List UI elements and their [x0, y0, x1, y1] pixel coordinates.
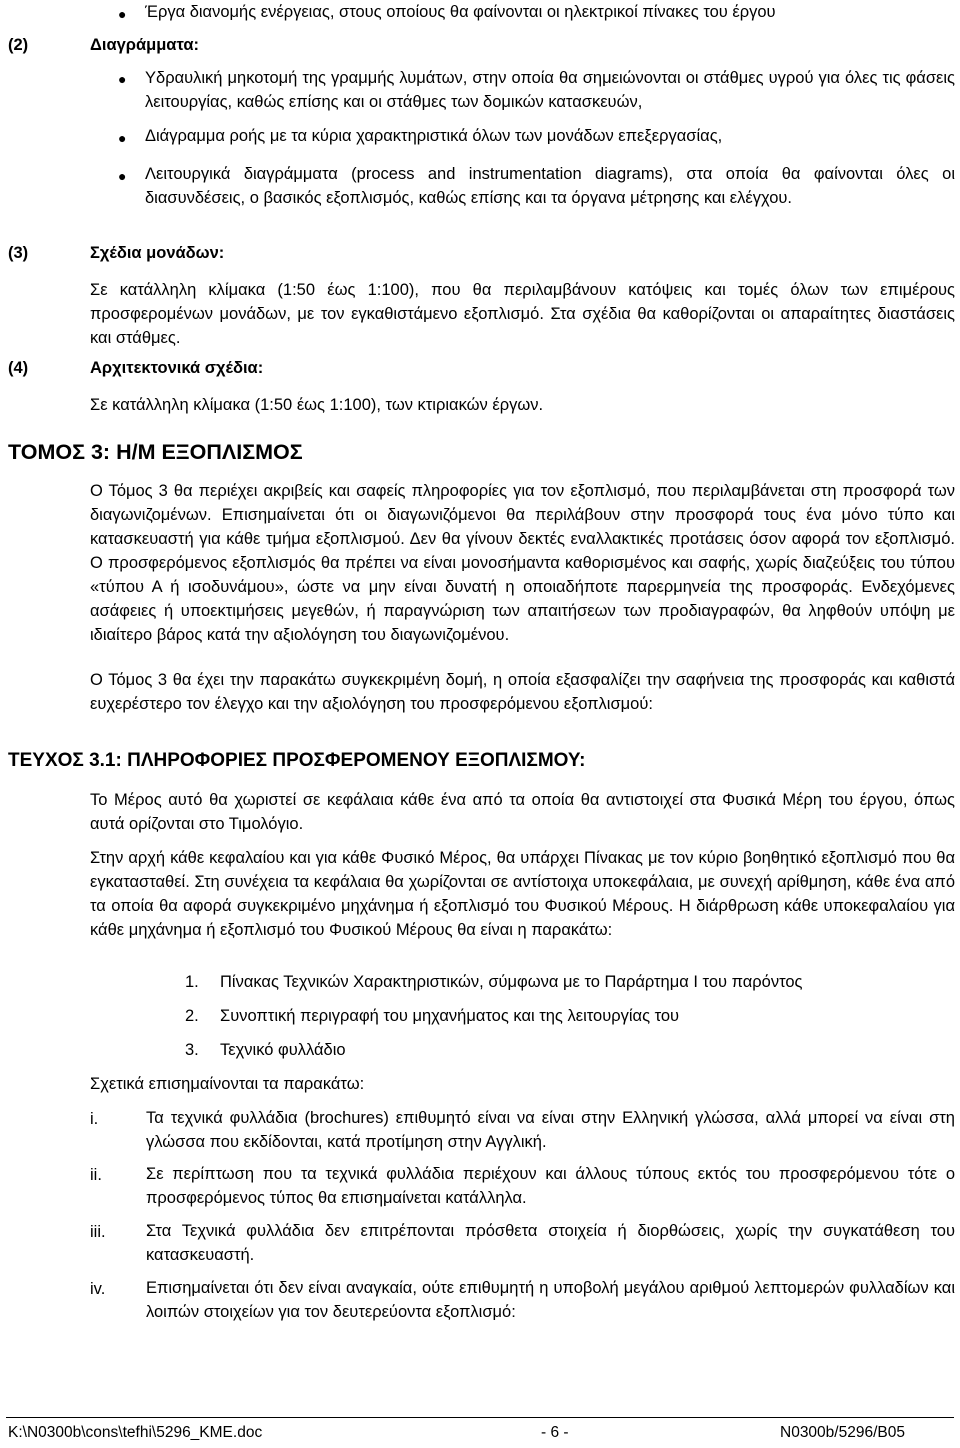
- section-title: Αρχιτεκτονικά σχέδια:: [90, 359, 264, 377]
- list-item: Επισημαίνεται ότι δεν είναι αναγκαία, ούτε επιθυμητή η υποβολή μεγάλου αριθμού λεπτομερών φυλλαδίων και λοιπών στοιχείων για τον δευτερεύοντα εξοπλισμό:: [146, 1279, 955, 1321]
- list-number: 1.: [185, 973, 199, 991]
- list-item: Λειτουργικά διαγράμματα (process and instrumentation diagrams), στα οποία θα φαίνονται όλες οι διασυνδέσεις, ο βασικός εξοπλισμός, καθώς επίσης και τα όργανα μέτρησης και ελέγχου.: [145, 165, 955, 207]
- bullet-dot: ●: [118, 6, 127, 22]
- bullet-dot: ●: [118, 168, 127, 184]
- section-text: Σε κατάλληλη κλίμακα (1:50 έως 1:100), που θα περιλαμβάνουν κατόψεις και τομές όλων των επιμέρους προσφερομένων μονάδων, με τον εγκαθιστάμενο εξοπλισμό. Στα σχέδια θα καθορίζονται οι απαραίτητες διαστάσεις και στάθμες.: [90, 281, 955, 347]
- bullet-dot: ●: [118, 71, 127, 87]
- list-item: Στα Τεχνικά φυλλάδια δεν επιτρέπονται πρόσθετα στοιχεία ή διορθώσεις, χωρίς την συγκατάθεση του κατασκευαστή.: [146, 1222, 955, 1264]
- notes-intro: Σχετικά επισημαίνονται τα παρακάτω:: [90, 1075, 365, 1093]
- list-item: Υδραυλική μηκοτομή της γραμμής λυμάτων, στην οποία θα σημειώνονται οι στάθμες υγρού για όλες τις φάσεις λειτουργίας, καθώς επίσης και οι στάθμες των δομικών κατασκευών,: [145, 69, 955, 111]
- footer-rule: [6, 1417, 954, 1418]
- footer-path: K:\N0300b\cons\tefhi\5296_KME.doc: [8, 1424, 263, 1441]
- section-title: Διαγράμματα:: [90, 36, 199, 54]
- bullet-dot: ●: [118, 130, 127, 146]
- list-item: Συνοπτική περιγραφή του μηχανήματος και της λειτουργίας του: [220, 1007, 680, 1025]
- footer-doc-code: N0300b/5296/B05: [780, 1424, 905, 1441]
- roman-number: iii.: [90, 1223, 106, 1241]
- list-item: Έργα διανομής ενέργειας, στους οποίους θα φαίνονται οι ηλεκτρικοί πίνακες του έργου: [145, 3, 776, 21]
- section-number: (4): [8, 359, 29, 377]
- footer-page-number: - 6 -: [541, 1424, 569, 1441]
- list-number: 2.: [185, 1007, 199, 1025]
- list-item: Πίνακας Τεχνικών Χαρακτηριστικών, σύμφωνα με το Παράρτημα Ι του παρόντος: [220, 973, 803, 991]
- paragraph: Στην αρχή κάθε κεφαλαίου και για κάθε Φυσικό Μέρος, θα υπάρχει Πίνακας με τον κύριο βοηθητικό εξοπλισμό που θα εγκατασταθεί. Στη συνέχεια τα κεφάλαια θα χωρίζονται σε αντίστοιχα υποκεφάλαια, με συνεχή αρίθμηση, κάθε ένα από τα οποία θα αφορά συγκεκριμένο μηχάνημα ή εξοπλισμό του Φυσικού Μέρους. Η διάρθρωση κάθε υποκεφαλαίου για κάθε μηχάνημα ή εξοπλισμό του Φυσικού Μέρους θα είναι η παρακάτω:: [90, 849, 955, 939]
- paragraph: Ο Τόμος 3 θα περιέχει ακριβείς και σαφείς πληροφορίες για τον εξοπλισμό, που περιλαμβάνεται στη προσφορά των διαγωνιζομένων. Επισημαίνεται ότι οι διαγωνιζόμενοι θα περιλάβουν στην προσφορά τους ένα μόνο τύπο και κατασκευαστή για κάθε τμήμα εξοπλισμού. Δεν θα γίνουν δεκτές εναλλακτικές προτάσεις όσον αφορά τον εξοπλισμό. Ο προσφερόμενος εξοπλισμός θα πρέπει να είναι μονοσήμαντα καθορισμένος και σαφής, χωρίς διαζεύξεις του τύπου «τύπου Α ή ισοδυνάμου», ώστε να μην είναι δυνατή η οποιαδήποτε παρερμηνεία της προσφοράς. Ενδεχόμενες ασάφειες ή υποεκτιμήσεις μεγεθών, ή παραγνώριση των απαιτήσεων των προδιαγραφών, θα ληφθούν υπόψη με ιδιαίτερο βάρος κατά την αξιολόγηση του διαγωνιζομένου.: [90, 482, 955, 644]
- section-title: Σχέδια μονάδων:: [90, 244, 225, 262]
- heading-tome-3: ΤΟΜΟΣ 3: Η/Μ ΕΞΟΠΛΙΣΜΟΣ: [8, 440, 303, 464]
- section-text: Σε κατάλληλη κλίμακα (1:50 έως 1:100), των κτιριακών έργων.: [90, 396, 544, 414]
- list-item: Τεχνικό φυλλάδιο: [220, 1041, 346, 1059]
- list-number: 3.: [185, 1041, 199, 1059]
- roman-number: ii.: [90, 1166, 102, 1184]
- paragraph: Το Μέρος αυτό θα χωριστεί σε κεφάλαια κάθε ένα από τα οποία θα αντιστοιχεί στα Φυσικά Μέρη του έργου, όπως αυτά ορίζονται στο Τιμολόγιο.: [90, 791, 955, 833]
- list-item: Σε περίπτωση που τα τεχνικά φυλλάδια περιέχουν και άλλους τύπους εκτός του προσφερόμενου τότε ο προσφερόμενος τύπος θα επισημαίνεται κατάλληλα.: [146, 1165, 955, 1207]
- paragraph: Ο Τόμος 3 θα έχει την παρακάτω συγκεκριμένη δομή, η οποία εξασφαλίζει την σαφήνεια της προσφοράς και καθιστά ευχερέστερο τον έλεγχο και την αξιολόγηση του προσφερόμενου εξοπλισμού:: [90, 671, 955, 713]
- section-number: (2): [8, 36, 29, 54]
- heading-teuxos-3-1: ΤΕΥΧΟΣ 3.1: ΠΛΗΡΟΦΟΡΙΕΣ ΠΡΟΣΦΕΡΟΜΕΝΟΥ ΕΞΟΠΛΙΣΜΟΥ:: [8, 750, 586, 771]
- section-number: (3): [8, 244, 29, 262]
- roman-number: i.: [90, 1110, 99, 1128]
- list-item: Διάγραμμα ροής με τα κύρια χαρακτηριστικά όλων των μονάδων επεξεργασίας,: [145, 127, 723, 145]
- roman-number: iv.: [90, 1280, 106, 1298]
- list-item: Τα τεχνικά φυλλάδια (brochures) επιθυμητό είναι να είναι στην Ελληνική γλώσσα, αλλά μπορεί να είναι στη γλώσσα που εκδίδονται, κατά προτίμηση στην Αγγλική.: [146, 1109, 955, 1151]
